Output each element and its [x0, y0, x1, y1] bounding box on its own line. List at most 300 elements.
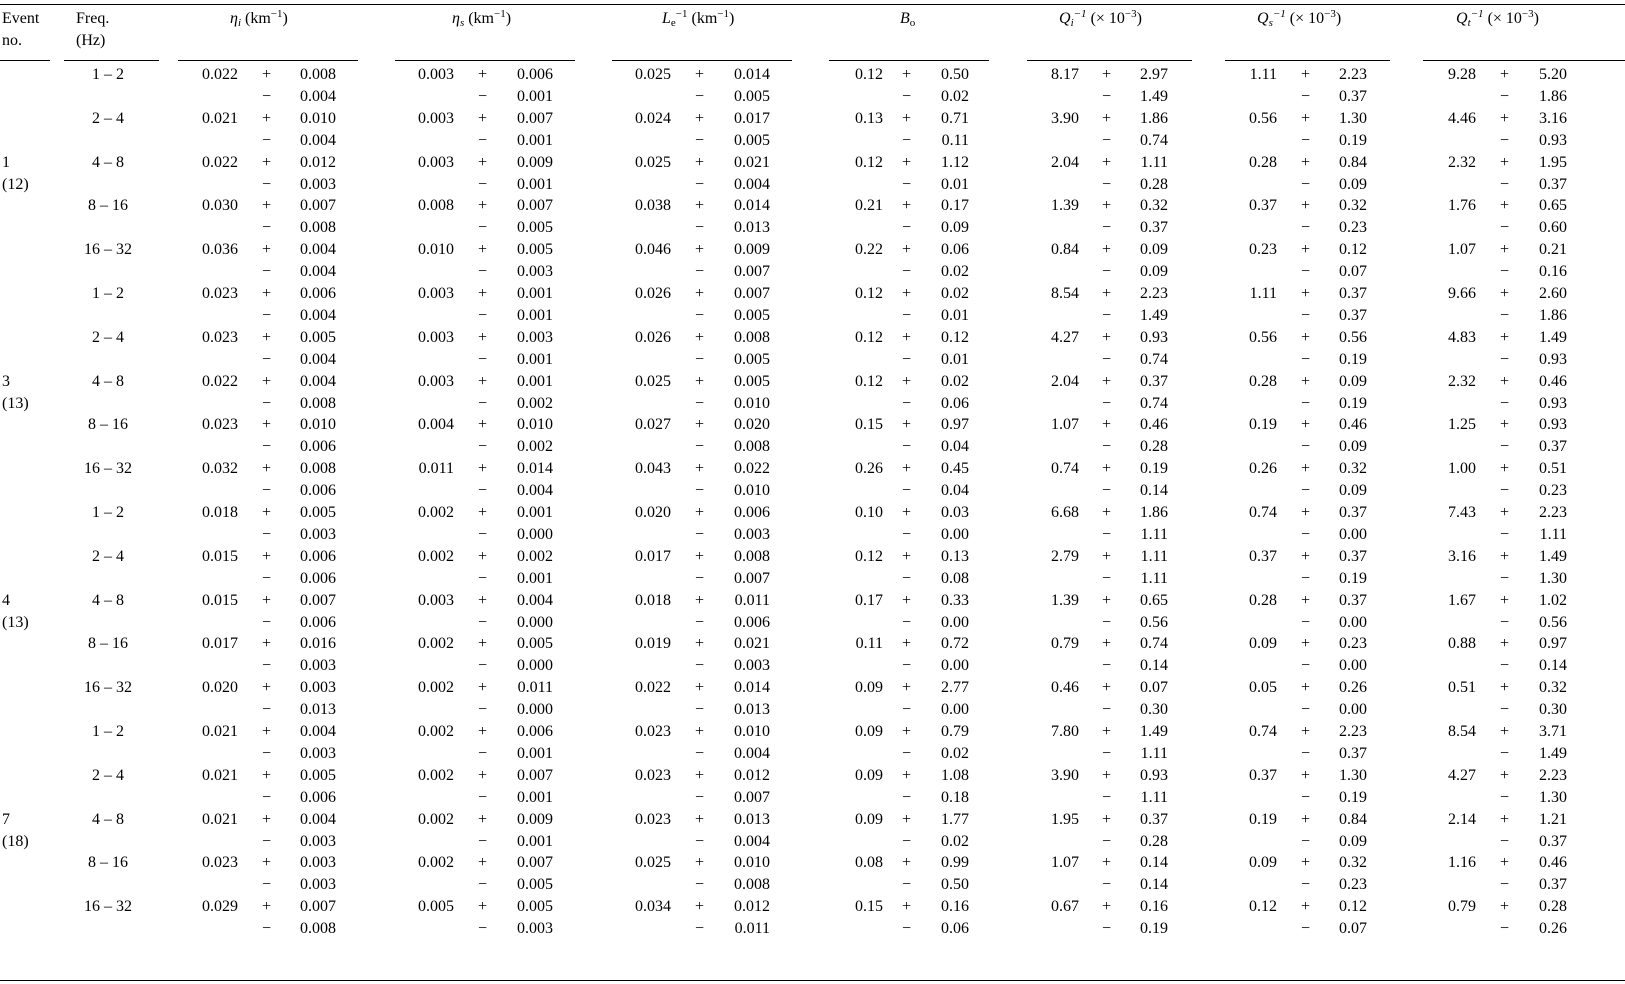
bo-value: 0.12: [855, 329, 883, 346]
qi-value: 2.04: [1051, 154, 1079, 171]
plus-sign: +: [1500, 154, 1510, 171]
plus-sign: +: [1500, 373, 1510, 390]
plus-sign: +: [695, 285, 705, 302]
qi-value: 4.27: [1051, 329, 1079, 346]
qs-error-plus: 0.84: [1339, 154, 1367, 171]
minus-sign: −: [262, 876, 272, 893]
bo-error-plus: 0.50: [941, 66, 969, 83]
eta-s-error-minus: 0.001: [517, 307, 553, 324]
qt-error-minus: 0.56: [1539, 614, 1567, 631]
minus-sign: −: [1102, 570, 1112, 587]
qt-error-minus: 0.37: [1539, 438, 1567, 455]
minus-sign: −: [1102, 701, 1112, 718]
minus-sign: −: [1301, 789, 1311, 806]
qi-error-plus: 0.09: [1140, 241, 1168, 258]
minus-sign: −: [902, 88, 912, 105]
frequency-cell: 16 – 32: [84, 679, 132, 696]
minus-sign: −: [1500, 395, 1510, 412]
qi-error-minus: 1.11: [1140, 570, 1168, 587]
plus-sign: +: [1301, 548, 1311, 565]
plus-sign: +: [1500, 504, 1510, 521]
minus-sign: −: [1500, 307, 1510, 324]
minus-sign: −: [1500, 701, 1510, 718]
minus-sign: −: [262, 745, 272, 762]
plus-sign: +: [1301, 197, 1311, 214]
plus-sign: +: [1301, 854, 1311, 871]
qi-error-plus: 0.37: [1140, 811, 1168, 828]
le-error-plus: 0.020: [734, 416, 770, 433]
bo-error-minus: 0.00: [941, 526, 969, 543]
qi-subscript: i: [1070, 17, 1074, 29]
qs-error-minus: 0.23: [1339, 876, 1367, 893]
le-close: ): [729, 10, 735, 27]
le-error-minus: 0.004: [734, 833, 770, 850]
qi-value: 3.90: [1051, 767, 1079, 784]
minus-sign: −: [1500, 526, 1510, 543]
plus-sign: +: [1500, 241, 1510, 258]
plus-sign: +: [1500, 592, 1510, 609]
minus-sign: −: [1500, 88, 1510, 105]
plus-sign: +: [1301, 329, 1311, 346]
qi-error-plus: 1.49: [1140, 723, 1168, 740]
le-error-minus: 0.005: [734, 307, 770, 324]
minus-sign: −: [902, 395, 912, 412]
eta-i-value: 0.022: [202, 373, 238, 390]
minus-sign: −: [1301, 132, 1311, 149]
qi-error-minus: 1.11: [1140, 745, 1168, 762]
plus-sign: +: [1102, 66, 1112, 83]
plus-sign: +: [695, 767, 705, 784]
minus-sign: −: [1102, 920, 1112, 937]
qt-error-plus: 1.49: [1539, 329, 1567, 346]
plus-sign: +: [1500, 548, 1510, 565]
bo-error-minus: 0.06: [941, 395, 969, 412]
eta-i-error-minus: 0.004: [300, 132, 336, 149]
qi-value: 8.54: [1051, 285, 1079, 302]
eta-i-value: 0.023: [202, 329, 238, 346]
minus-sign: −: [1102, 351, 1112, 368]
qs-error-minus: 0.19: [1339, 395, 1367, 412]
le-value: 0.025: [635, 373, 671, 390]
eta-i-error-minus: 0.006: [300, 789, 336, 806]
minus-sign: −: [1500, 745, 1510, 762]
minus-sign: −: [695, 745, 705, 762]
qs-value: 0.09: [1249, 854, 1277, 871]
plus-sign: +: [1500, 329, 1510, 346]
qi-error-plus: 0.16: [1140, 898, 1168, 915]
plus-sign: +: [695, 679, 705, 696]
qt-error-plus: 2.60: [1539, 285, 1567, 302]
bo-error-minus: 0.00: [941, 657, 969, 674]
plus-sign: +: [695, 241, 705, 258]
qt-exponent: −1: [1470, 8, 1484, 20]
bo-error-plus: 0.33: [941, 592, 969, 609]
eta-s-value: 0.004: [418, 416, 454, 433]
qs-value: 0.37: [1249, 197, 1277, 214]
qs-error-minus: 0.09: [1339, 176, 1367, 193]
bo-error-minus: 0.11: [941, 132, 969, 149]
plus-sign: +: [1102, 504, 1112, 521]
eta-i-value: 0.032: [202, 460, 238, 477]
minus-sign: −: [1301, 438, 1311, 455]
eta-i-error-minus: 0.003: [300, 833, 336, 850]
qt-value: 1.67: [1448, 592, 1476, 609]
plus-sign: +: [902, 504, 912, 521]
header-rule-event: [0, 60, 50, 61]
qs-error-plus: 0.37: [1339, 504, 1367, 521]
plus-sign: +: [902, 66, 912, 83]
qt-error-minus: 0.16: [1539, 263, 1567, 280]
plus-sign: +: [1301, 723, 1311, 740]
qi-error-plus: 0.07: [1140, 679, 1168, 696]
qs-value: 0.28: [1249, 592, 1277, 609]
qs-value: 1.11: [1249, 66, 1277, 83]
qs-error-minus: 0.00: [1339, 526, 1367, 543]
frequency-cell: 4 – 8: [92, 592, 124, 609]
eta-i-value: 0.021: [202, 110, 238, 127]
minus-sign: −: [1102, 833, 1112, 850]
plus-sign: +: [478, 66, 488, 83]
le-value: 0.023: [635, 811, 671, 828]
le-error-minus: 0.008: [734, 876, 770, 893]
plus-sign: +: [695, 66, 705, 83]
eta-s-error-minus: 0.000: [517, 526, 553, 543]
bo-error-plus: 0.99: [941, 854, 969, 871]
minus-sign: −: [1500, 482, 1510, 499]
plus-sign: +: [262, 723, 272, 740]
minus-sign: −: [1102, 438, 1112, 455]
bo-error-plus: 0.12: [941, 329, 969, 346]
plus-sign: +: [478, 811, 488, 828]
eta-s-error-plus: 0.001: [517, 373, 553, 390]
minus-sign: −: [902, 263, 912, 280]
frequency-cell: 16 – 32: [84, 898, 132, 915]
eta-s-value: 0.002: [418, 504, 454, 521]
minus-sign: −: [1500, 657, 1510, 674]
qi-value: 1.07: [1051, 854, 1079, 871]
plus-sign: +: [1301, 679, 1311, 696]
le-error-minus: 0.013: [734, 219, 770, 236]
le-value: 0.023: [635, 723, 671, 740]
qs-error-plus: 0.37: [1339, 592, 1367, 609]
eta-i-error-plus: 0.006: [300, 285, 336, 302]
plus-sign: +: [1301, 898, 1311, 915]
minus-sign: −: [1102, 263, 1112, 280]
plus-sign: +: [1500, 898, 1510, 915]
qt-value: 1.25: [1448, 416, 1476, 433]
qt-error-minus: 0.14: [1539, 657, 1567, 674]
le-error-plus: 0.011: [734, 592, 770, 609]
minus-sign: −: [1301, 482, 1311, 499]
plus-sign: +: [695, 329, 705, 346]
eta-i-value: 0.022: [202, 66, 238, 83]
plus-sign: +: [478, 592, 488, 609]
eta-s-error-minus: 0.003: [517, 263, 553, 280]
plus-sign: +: [1301, 811, 1311, 828]
qs-value: 0.74: [1249, 723, 1277, 740]
eta-s-error-plus: 0.005: [517, 635, 553, 652]
le-unit: (km: [691, 10, 718, 27]
plus-sign: +: [1301, 373, 1311, 390]
qi-error-plus: 0.93: [1140, 767, 1168, 784]
qt-error-plus: 3.16: [1539, 110, 1567, 127]
qs-error-plus: 1.30: [1339, 110, 1367, 127]
frequency-cell: 2 – 4: [92, 767, 124, 784]
le-error-plus: 0.013: [734, 811, 770, 828]
eta-i-error-minus: 0.006: [300, 570, 336, 587]
le-error-plus: 0.008: [734, 548, 770, 565]
qs-error-minus: 0.37: [1339, 307, 1367, 324]
bo-error-minus: 0.01: [941, 351, 969, 368]
eta-i-error-minus: 0.008: [300, 219, 336, 236]
qs-error-minus: 0.09: [1339, 482, 1367, 499]
plus-sign: +: [262, 460, 272, 477]
minus-sign: −: [902, 438, 912, 455]
frequency-cell: 4 – 8: [92, 154, 124, 171]
header-rule-qi: [1027, 60, 1192, 61]
le-symbol: L: [662, 10, 671, 27]
qs-value: 0.37: [1249, 548, 1277, 565]
eta-i-error-minus: 0.003: [300, 657, 336, 674]
eta-s-error-minus: 0.000: [517, 614, 553, 631]
minus-sign: −: [695, 219, 705, 236]
minus-sign: −: [695, 482, 705, 499]
header-eta-s: [452, 8, 511, 30]
plus-sign: +: [695, 898, 705, 915]
eta-s-value: 0.002: [418, 548, 454, 565]
plus-sign: +: [1102, 416, 1112, 433]
minus-sign: −: [1301, 833, 1311, 850]
qi-error-plus: 2.97: [1140, 66, 1168, 83]
minus-sign: −: [1301, 570, 1311, 587]
plus-sign: +: [902, 373, 912, 390]
qi-error-minus: 0.56: [1140, 614, 1168, 631]
minus-sign: −: [1500, 219, 1510, 236]
qt-error-minus: 0.26: [1539, 920, 1567, 937]
qs-value: 0.26: [1249, 460, 1277, 477]
plus-sign: +: [1102, 635, 1112, 652]
qi-value: 3.90: [1051, 110, 1079, 127]
plus-sign: +: [262, 811, 272, 828]
bo-error-plus: 0.97: [941, 416, 969, 433]
bo-value: 0.09: [855, 679, 883, 696]
plus-sign: +: [902, 154, 912, 171]
plus-sign: +: [478, 416, 488, 433]
qs-close: ): [1335, 10, 1342, 27]
qi-error-minus: 0.14: [1140, 657, 1168, 674]
header-eta-i: [230, 8, 288, 30]
qi-error-plus: 2.23: [1140, 285, 1168, 302]
le-error-minus: 0.003: [734, 657, 770, 674]
le-error-minus: 0.005: [734, 351, 770, 368]
le-error-plus: 0.021: [734, 154, 770, 171]
qt-error-minus: 0.30: [1539, 701, 1567, 718]
eta-i-error-plus: 0.007: [300, 898, 336, 915]
eta-s-error-minus: 0.005: [517, 876, 553, 893]
minus-sign: −: [1500, 263, 1510, 280]
qs-value: 0.56: [1249, 110, 1277, 127]
qs-value: 0.05: [1249, 679, 1277, 696]
le-error-plus: 0.005: [734, 373, 770, 390]
minus-sign: −: [1301, 614, 1311, 631]
minus-sign: −: [902, 132, 912, 149]
minus-sign: −: [1500, 920, 1510, 937]
plus-sign: +: [262, 592, 272, 609]
minus-sign: −: [695, 176, 705, 193]
plus-sign: +: [1102, 197, 1112, 214]
qi-value: 2.79: [1051, 548, 1079, 565]
eta-i-value: 0.022: [202, 154, 238, 171]
qs-unit-exponent: −3: [1324, 8, 1336, 20]
plus-sign: +: [262, 110, 272, 127]
le-value: 0.024: [635, 110, 671, 127]
plus-sign: +: [695, 197, 705, 214]
qt-error-plus: 2.23: [1539, 767, 1567, 784]
qi-value: 1.95: [1051, 811, 1079, 828]
minus-sign: −: [1301, 526, 1311, 543]
plus-sign: +: [478, 635, 488, 652]
frequency-cell: 1 – 2: [92, 66, 124, 83]
eta-s-value: 0.002: [418, 679, 454, 696]
eta-i-value: 0.015: [202, 592, 238, 609]
le-exponent: −1: [675, 8, 688, 20]
le-error-minus: 0.013: [734, 701, 770, 718]
qs-error-plus: 2.23: [1339, 66, 1367, 83]
eta-s-error-minus: 0.001: [517, 745, 553, 762]
eta-i-value: 0.021: [202, 811, 238, 828]
eta-i-error-plus: 0.005: [300, 329, 336, 346]
minus-sign: −: [262, 176, 272, 193]
qi-error-plus: 0.14: [1140, 854, 1168, 871]
bo-value: 0.17: [855, 592, 883, 609]
plus-sign: +: [1500, 723, 1510, 740]
le-value: 0.022: [635, 679, 671, 696]
qt-error-plus: 1.21: [1539, 811, 1567, 828]
le-value: 0.018: [635, 592, 671, 609]
header-event-line1: Event: [2, 10, 40, 27]
qt-error-minus: 0.93: [1539, 395, 1567, 412]
qt-error-minus: 1.86: [1539, 307, 1567, 324]
eta-s-value: 0.002: [418, 635, 454, 652]
qt-value: 1.07: [1448, 241, 1476, 258]
eta-s-error-minus: 0.000: [517, 701, 553, 718]
qt-error-minus: 1.30: [1539, 789, 1567, 806]
minus-sign: −: [695, 395, 705, 412]
qt-error-plus: 1.49: [1539, 548, 1567, 565]
le-error-minus: 0.011: [734, 920, 770, 937]
bo-error-minus: 0.06: [941, 920, 969, 937]
eta-i-error-plus: 0.003: [300, 679, 336, 696]
minus-sign: −: [1301, 701, 1311, 718]
le-error-minus: 0.010: [734, 482, 770, 499]
eta-i-error-plus: 0.007: [300, 592, 336, 609]
qt-value: 4.46: [1448, 110, 1476, 127]
minus-sign: −: [695, 614, 705, 631]
plus-sign: +: [262, 504, 272, 521]
frequency-cell: 4 – 8: [92, 373, 124, 390]
qs-symbol: Q: [1257, 10, 1269, 27]
bo-value: 0.12: [855, 373, 883, 390]
eta-s-exponent: −1: [494, 8, 506, 20]
eta-s-error-minus: 0.001: [517, 570, 553, 587]
qs-error-minus: 0.00: [1339, 614, 1367, 631]
qi-error-plus: 1.86: [1140, 504, 1168, 521]
qs-error-plus: 2.23: [1339, 723, 1367, 740]
eta-s-value: 0.002: [418, 811, 454, 828]
frequency-cell: 16 – 32: [84, 241, 132, 258]
bo-error-minus: 0.08: [941, 570, 969, 587]
eta-s-error-minus: 0.002: [517, 395, 553, 412]
frequency-cell: 1 – 2: [92, 285, 124, 302]
qt-value: 2.32: [1448, 373, 1476, 390]
minus-sign: −: [1500, 614, 1510, 631]
bo-error-minus: 0.09: [941, 219, 969, 236]
bo-value: 0.22: [855, 241, 883, 258]
plus-sign: +: [902, 767, 912, 784]
qs-error-plus: 0.09: [1339, 373, 1367, 390]
eta-s-error-plus: 0.007: [517, 110, 553, 127]
frequency-cell: 8 – 16: [88, 197, 128, 214]
qi-value: 6.68: [1051, 504, 1079, 521]
plus-sign: +: [1500, 811, 1510, 828]
qs-error-plus: 0.12: [1339, 241, 1367, 258]
minus-sign: −: [902, 526, 912, 543]
minus-sign: −: [478, 482, 488, 499]
le-value: 0.038: [635, 197, 671, 214]
le-error-minus: 0.005: [734, 132, 770, 149]
plus-sign: +: [478, 723, 488, 740]
qi-error-minus: 0.28: [1140, 438, 1168, 455]
eta-i-error-minus: 0.006: [300, 614, 336, 631]
le-error-plus: 0.017: [734, 110, 770, 127]
qi-error-minus: 1.11: [1140, 526, 1168, 543]
minus-sign: −: [1500, 570, 1510, 587]
qs-error-minus: 0.23: [1339, 219, 1367, 236]
qt-error-plus: 1.95: [1539, 154, 1567, 171]
header-event: [2, 8, 39, 52]
eta-s-error-plus: 0.009: [517, 154, 553, 171]
qt-value: 2.14: [1448, 811, 1476, 828]
event-number: 7: [2, 811, 10, 828]
minus-sign: −: [262, 219, 272, 236]
qt-value: 0.51: [1448, 679, 1476, 696]
eta-i-error-minus: 0.004: [300, 88, 336, 105]
eta-i-error-plus: 0.004: [300, 811, 336, 828]
plus-sign: +: [1102, 154, 1112, 171]
plus-sign: +: [478, 854, 488, 871]
le-error-plus: 0.008: [734, 329, 770, 346]
plus-sign: +: [695, 635, 705, 652]
eta-i-error-plus: 0.003: [300, 854, 336, 871]
qt-subscript: t: [1467, 17, 1471, 29]
qt-value: 2.32: [1448, 154, 1476, 171]
qs-error-plus: 0.84: [1339, 811, 1367, 828]
qs-error-plus: 0.12: [1339, 898, 1367, 915]
qs-value: 0.74: [1249, 504, 1277, 521]
minus-sign: −: [902, 789, 912, 806]
eta-i-error-minus: 0.008: [300, 920, 336, 937]
minus-sign: −: [478, 351, 488, 368]
bo-error-plus: 0.16: [941, 898, 969, 915]
qi-error-minus: 0.14: [1140, 482, 1168, 499]
qi-error-plus: 0.74: [1140, 635, 1168, 652]
eta-i-error-plus: 0.005: [300, 767, 336, 784]
eta-s-error-minus: 0.001: [517, 88, 553, 105]
plus-sign: +: [695, 811, 705, 828]
qs-error-plus: 0.37: [1339, 548, 1367, 565]
plus-sign: +: [478, 767, 488, 784]
eta-i-value: 0.029: [202, 898, 238, 915]
